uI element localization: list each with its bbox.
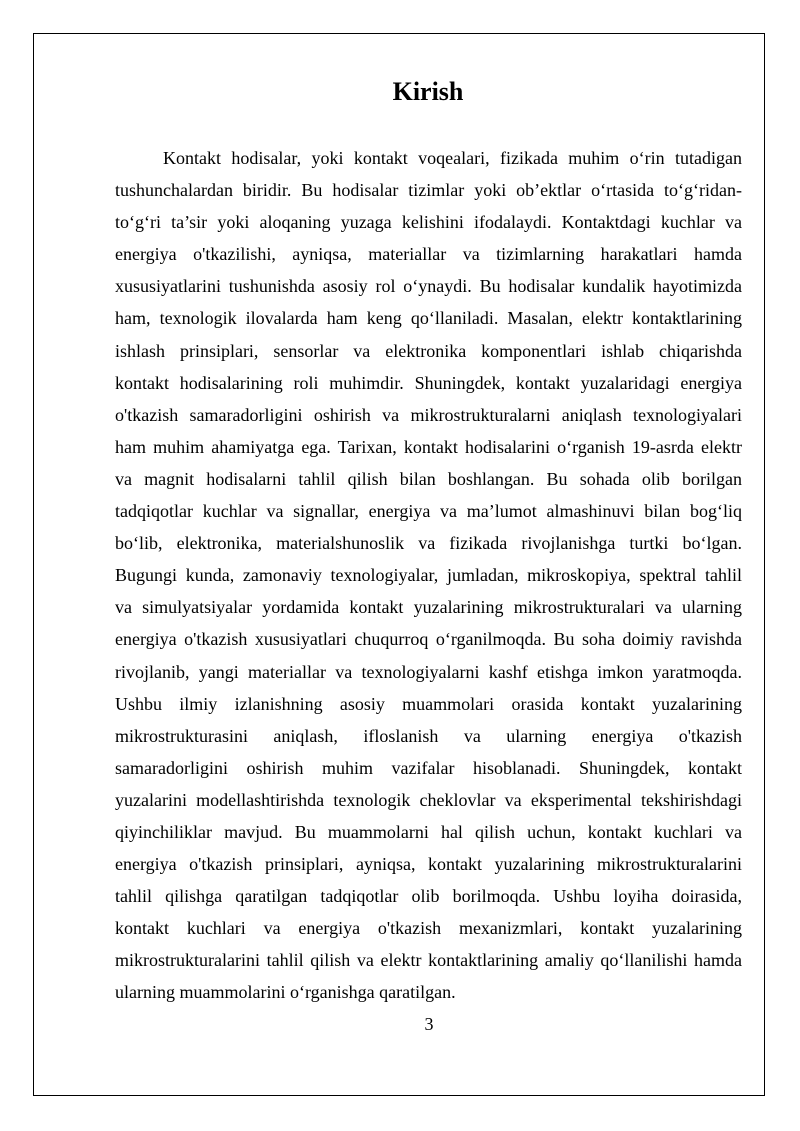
paragraph-line: Ushbu ilmiy izlanishning asosiy muammolari orasida kontakt yuzalarining (115, 693, 742, 714)
paragraph-line: Kontakt hodisalar, yoki kontakt voqealari, fizikada muhim o‘rin tutadigan (163, 148, 742, 168)
paragraph-line: xususiyatlarini tushunishda asosiy rol o‘ynaydi. Bu hodisalar kundalik hayotimizda (115, 276, 742, 297)
page-title: Kirish (392, 77, 464, 106)
body-paragraph (115, 142, 742, 1009)
paragraph-line: Bugungi kunda, zamonaviy texnologiyalar, jumladan, mikroskopiya, spektral tahlil (115, 565, 742, 586)
paragraph-line: mikrostrukturalarini tahlil qilish va elektr kontaktlarining amaliy qo‘llanilishi hamda (115, 950, 742, 971)
paragraph-line: kontakt kuchlari va energiya o'tkazish mexanizmlari, kontakt yuzalarining (115, 918, 742, 939)
page-number: 3 (424, 1014, 434, 1034)
paragraph-line: yuzalarini modellashtirishda texnologik cheklovlar va eksperimental tekshirishdagi (115, 789, 742, 810)
paragraph-line: samaradorligini oshirish muhim vazifalar hisoblanadi. Shuningdek, kontakt (115, 757, 742, 778)
paragraph-line: mikrostrukturasini aniqlash, ifloslanish va ularning energiya o'tkazish (115, 725, 742, 746)
paragraph-line: kontakt hodisalarining roli muhimdir. Shuningdek, kontakt yuzalaridagi energiya (115, 372, 742, 393)
paragraph-line: va magnit hodisalarni tahlil qilish bilan boshlangan. Bu sohada olib borilgan (115, 468, 742, 489)
paragraph-line: ham muhim ahamiyatga ega. Tarixan, kontakt hodisalarini o‘rganish 19-asrda elektr (115, 436, 742, 457)
paragraph-line: energiya o'tkazilishi, ayniqsa, materiallar va tizimlarning harakatlari hamda (115, 244, 742, 265)
paragraph-line: ularning muammolarini o‘rganishga qaratilgan. (115, 982, 456, 1003)
paragraph-line: ishlash prinsiplari, sensorlar va elektronika komponentlari ishlab chiqarishda (115, 340, 742, 361)
paragraph-line: to‘g‘ri ta’sir yoki aloqaning yuzaga kelishini ifodalaydi. Kontaktdagi kuchlar va (115, 212, 742, 233)
paragraph-line: va simulyatsiyalar yordamida kontakt yuzalarining mikrostrukturalari va ularning (115, 597, 742, 618)
paragraph-line: energiya o'tkazish xususiyatlari chuqurroq o‘rganilmoqda. Bu soha doimiy ravishda (115, 629, 742, 650)
paragraph-line: o'tkazish samaradorligini oshirish va mikrostrukturalarni aniqlash texnologiyalari (115, 404, 742, 425)
paragraph-line: tushunchalardan biridir. Bu hodisalar tizimlar yoki ob’ektlar o‘rtasida to‘g‘ridan- (115, 180, 742, 201)
paragraph-line: energiya o'tkazish prinsiplari, ayniqsa, kontakt yuzalarining mikrostrukturalarini (115, 854, 742, 875)
paragraph-line: rivojlanib, yangi materiallar va texnologiyalarni kashf etishga imkon yaratmoqda. (115, 661, 742, 682)
paragraph-line: ham, texnologik ilovalarda ham keng qo‘llaniladi. Masalan, elektr kontaktlarining (115, 308, 742, 329)
paragraph-line: bo‘lib, elektronika, materialshunoslik va fizikada rivojlanishga turtki bo‘lgan. (115, 533, 742, 554)
paragraph-line: tadqiqotlar kuchlar va signallar, energiya va ma’lumot almashinuvi bilan bog‘liq (115, 501, 742, 522)
paragraph-line: tahlil qilishga qaratilgan tadqiqotlar olib borilmoqda. Ushbu loyiha doirasida, (115, 886, 742, 907)
paragraph-line: qiyinchiliklar mavjud. Bu muammolarni hal qilish uchun, kontakt kuchlari va (115, 821, 742, 842)
